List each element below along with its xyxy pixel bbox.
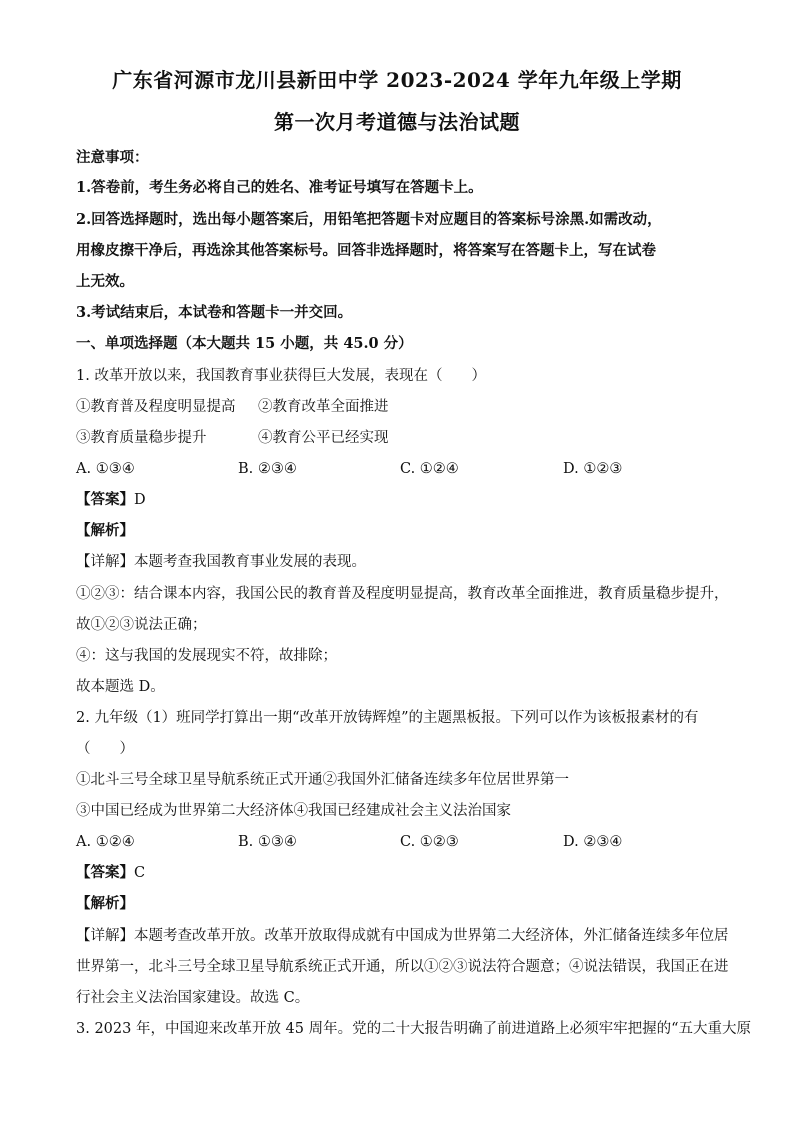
q2-option-c: C. ①②③ [400, 834, 459, 850]
q2-answer [76, 863, 726, 883]
q1-statement-1: ①教育普及程度明显提高 [76, 399, 236, 415]
notice-item-2-line-2: 用橡皮擦干净后，再选涂其他答案标号。回答非选择题时，将答案写在答题卡上，写在试卷 [76, 242, 656, 259]
notice-item-3: 3.考试结束后，本试卷和答题卡一并交回。 [76, 304, 353, 321]
q2-statements-3-4: ③中国已经成为世界第二大经济体④我国已经建成社会主义法治国家 [76, 803, 511, 819]
q1-option-a: A. ①③④ [76, 461, 135, 477]
q1-stem: 1. 改革开放以来，我国教育事业获得巨大发展，表现在（ ） [76, 368, 486, 384]
q2-statements-1-2: ①北斗三号全球卫星导航系统正式开通②我国外汇储备连续多年位居世界第一 [76, 772, 569, 788]
q2-option-d: D. ②③④ [563, 834, 623, 850]
q1-explanation-2: 故①②③说法正确； [76, 617, 207, 633]
q2-stem: 2. 九年级（1）班同学打算出一期“改革开放铸辉煌”的主题黑板报。下列可以作为该板报素材的有 [76, 710, 699, 726]
q1-option-c: C. ①②④ [400, 461, 459, 477]
q2-explanation-3: 行社会主义法治国家建设。故选 C。 [76, 990, 310, 1006]
q1-statement-4: ④教育公平已经实现 [258, 430, 389, 446]
q1-detail: 【详解】本题考查我国教育事业发展的表现。 [76, 554, 366, 570]
q1-statement-2: ②教育改革全面推进 [258, 399, 389, 415]
answer-value: C [134, 865, 146, 881]
notice-item-2-line-1: 2.回答选择题时，选出每小题答案后，用铅笔把答题卡对应题目的答案标号涂黑.如需改动， [76, 211, 662, 228]
q1-explanation-4: 故本题选 D。 [76, 679, 165, 695]
answer-value: D [134, 492, 146, 508]
notice-heading: 注意事项： [76, 149, 149, 166]
q1-explanation-3: ④：这与我国的发展现实不符，故排除； [76, 648, 337, 664]
q1-answer [76, 490, 726, 510]
q1-option-d: D. ①②③ [563, 461, 623, 477]
q1-explanation-1: ①②③：结合课本内容，我国公民的教育普及程度明显提高，教育改革全面推进，教育质量稳步提升， [76, 586, 729, 602]
q2-option-a: A. ①②④ [76, 834, 135, 850]
q1-option-b: B. ②③④ [238, 461, 297, 477]
q1-analysis-label: 【解析】 [76, 522, 134, 539]
exam-title-line-1: 广东省河源市龙川县新田中学 2023-2024 学年九年级上学期 [112, 68, 682, 92]
exam-title-line-2: 第一次月考道德与法治试题 [274, 110, 520, 134]
q3-stem: 3. 2023 年，中国迎来改革开放 45 周年。党的二十大报告明确了前进道路上必须牢牢把握的“五大重大原 [76, 1021, 752, 1037]
notice-item-2-line-3: 上无效。 [76, 273, 134, 290]
q2-explanation-1: 【详解】本题考查改革开放。改革开放取得成就有中国成为世界第二大经济体，外汇储备连续多年位居 [76, 928, 729, 944]
q2-option-b: B. ①③④ [238, 834, 297, 850]
q1-statement-3: ③教育质量稳步提升 [76, 430, 207, 446]
notice-item-1: 1.答卷前，考生务必将自己的姓名、准考证号填写在答题卡上。 [76, 179, 483, 196]
answer-label: 【答案】 [76, 491, 134, 508]
section-1-heading: 一、单项选择题（本大题共 15 小题，共 45.0 分） [76, 335, 413, 352]
answer-label: 【答案】 [76, 864, 134, 881]
q2-answer-parentheses: （ ） [76, 741, 134, 757]
q2-explanation-2: 世界第一，北斗三号全球卫星导航系统正式开通，所以①②③说法符合题意；④说法错误，我国正在进 [76, 959, 729, 975]
q2-analysis-label: 【解析】 [76, 895, 134, 912]
